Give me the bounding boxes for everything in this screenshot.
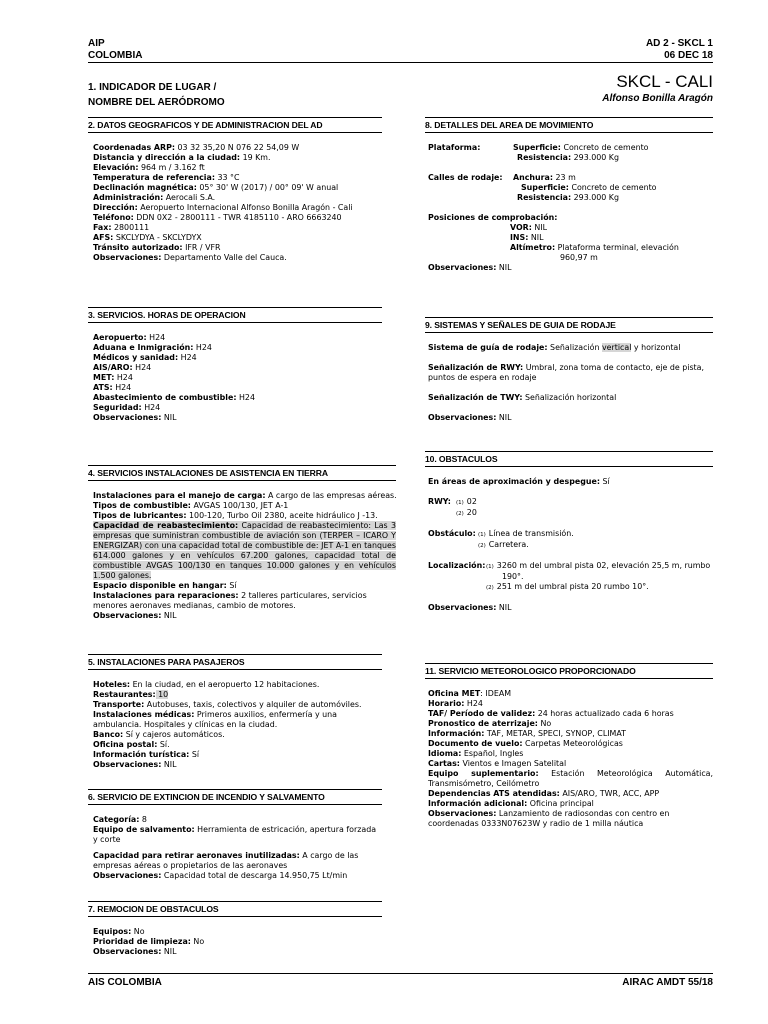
field-label: Observaciones: [93,253,162,262]
field-row [93,203,382,213]
field-row [93,333,382,343]
section-title: 5. INSTALACIONES PARA PASAJEROS [88,654,382,670]
field-value: H24 [193,343,212,352]
field-label: Aeropuerto: [93,333,147,342]
field-label: Observaciones: [93,413,162,422]
field-row [93,353,382,363]
field-row: Señalización de TWY: Señalización horizontal [428,393,617,402]
field-label: Distancia y dirección a la ciudad: [93,153,241,162]
field-row: Oficina MET: IDEAM [428,689,512,698]
field-value: IFR / VFR [182,243,221,252]
field-row: Categoría: 8 [93,815,147,824]
field-row: Instalaciones para el manejo de carga: A cargo de las empresas aéreas. [93,491,397,500]
location-block: Localización: (1) 3260 m del umbral pista 02, elevación 25,5 m, rumbo 190°. (2) 251 m del umbral pista 20 rumbo 10°. [428,561,711,591]
field-value: NIL [161,947,177,956]
field-value: Aeropuerto Internacional Alfonso Bonilla Aragón - Cali [137,203,353,212]
field-label: Fax: [93,223,112,232]
field-row [93,947,382,957]
field-row: Información turística: Sí [93,750,200,759]
obstacle-block: Obstáculo: (1) Línea de transmisión. (2) Carretera. [428,529,574,549]
aerodrome-code: SKCL - CALI [616,72,713,91]
field-label: Equipos: [93,927,132,936]
field-value: No [131,927,145,936]
field-row [93,213,382,223]
field-label: Observaciones: [93,947,162,956]
field-row [93,927,382,937]
field-value: 33 °C [214,173,240,182]
field-row: Documento de vuelo: Carpetas Meteorológicas [428,739,623,748]
section-6-fire-rescue [88,789,382,881]
section-body [425,133,713,273]
section-body [425,679,713,829]
section-title: 8. DETALLES DEL AREA DE MOVIMIENTO [425,117,713,133]
field-row: Observaciones: Lanzamiento de radiosondas con centro en coordenadas 0333N07623W y radio de 1 milla náutica [428,809,670,828]
field-row: En áreas de aproximación y despegue: Sí [428,477,610,486]
field-row: Idioma: Español, Ingles [428,749,524,758]
field-row: Sistema de guía de rodaje: Señalización vertical y horizontal [428,343,681,352]
field-value: 05° 30' W (2017) / 00° 09' W anual [196,183,339,192]
field-label: Dirección: [93,203,138,212]
field-row: Equipo de salvamento: Herramienta de estricación, apertura forzada y corte [93,825,377,844]
field-row [93,233,382,243]
field-value: H24 [178,353,197,362]
field-row: Observaciones: NIL [93,760,177,769]
footer-divider [88,973,713,974]
section-title: 9. SISTEMAS Y SEÑALES DE GUIA DE RODAJE [425,317,713,333]
field-row [93,393,382,403]
field-value: DDN 0X2 - 2800111 - TWR 4185110 - ARO 6663240 [133,213,342,222]
taxiway-block: Calles de rodaje: Anchura: 23 m Superficie: Concreto de cemento Resistencia: 293.000 Kg [428,173,657,202]
field-label: Teléfono: [93,213,134,222]
field-row: Observaciones: NIL [428,263,512,272]
field-row: Pronostico de aterrizaje: No [428,719,552,728]
section-title: 3. SERVICIOS. HORAS DE OPERACION [88,307,382,323]
field-value: H24 [114,373,133,382]
footer-publisher: AIS COLOMBIA [88,977,162,988]
header-page-id: AD 2 - SKCL 1 [645,38,713,49]
section-body [88,133,382,263]
field-label: MET: [93,373,115,382]
field-row: Observaciones: NIL [428,603,512,612]
section-title: 7. REMOCION DE OBSTACULOS [88,901,382,917]
field-row [93,363,382,373]
field-row: Cartas: Vientos e Imagen Satelital [428,759,567,768]
section-body [88,481,396,621]
field-row: Tipos de combustible: AVGAS 100/130, JET A-1 [93,501,289,510]
checkpoints-block: Posiciones de comprobación: VOR: NIL INS: NIL Altímetro: Plataforma terminal, elevación 960,97 m [428,213,679,262]
field-row [93,173,382,183]
field-row: Banco: Sí y cajeros automáticos. [93,730,225,739]
header-divider [88,62,713,63]
field-row [93,413,382,423]
field-row: Hoteles: En la ciudad, en el aeropuerto 12 habitaciones. [93,680,320,689]
field-row: Señalización de RWY: Umbral, zona toma de contacto, eje de pista, puntos de espera en rodaje [428,363,704,382]
field-label: AIS/ARO: [93,363,133,372]
section-body [88,805,382,881]
section-2-geographic-data [88,117,382,263]
field-row: Tipos de lubricantes: 100-120, Turbo Oil 2380, aceite hidráulico J -13. [93,511,378,520]
field-row [93,253,382,263]
field-row: Observaciones: NIL [93,611,177,620]
section-title: 6. SERVICIO DE EXTINCION DE INCENDIO Y SALVAMENTO [88,789,382,805]
field-label: ATS: [93,383,113,392]
section-11-meteorological [425,663,713,829]
field-row: Horario: H24 [428,699,483,708]
section-body [425,467,713,613]
field-label: Seguridad: [93,403,142,412]
field-value: NIL [161,413,177,422]
field-label: Coordenadas ARP: [93,143,176,152]
header-country: COLOMBIA [88,50,143,61]
field-label: Declinación magnética: [93,183,197,192]
aerodrome-full-name: Alfonso Bonilla Aragón [602,93,713,104]
rwy-block: RWY: (1) 02 (2) 20 [428,497,477,517]
field-row: Espacio disponible en hangar: Sí [93,581,237,590]
field-value: 2800111 [111,223,150,232]
field-row: Transporte: Autobuses, taxis, colectivos y alquiler de automóviles. [93,700,362,709]
section-body [425,333,713,423]
header-date: 06 DEC 18 [664,50,713,61]
section-10-obstacles [425,451,713,613]
section-title: 2. DATOS GEOGRAFICOS Y DE ADMINISTRACION DEL AD [88,117,382,133]
field-row: Capacidad para retirar aeronaves inutilizadas: A cargo de las empresas aéreas o propietarios de las aeronaves [93,851,359,870]
field-label: Aduana e Inmigración: [93,343,194,352]
section-4-ground-services [88,465,396,621]
field-value: 19 Km. [240,153,271,162]
field-row: Restaurantes: 10 [93,690,169,699]
field-row: Información: TAF, METAR, SPECI, SYNOP, CLIMAT [428,729,626,738]
field-row: TAF/ Período de validez: 24 horas actualizado cada 6 horas [428,709,674,718]
field-row: Dependencias ATS atendidas: AIS/ARO, TWR, ACC, APP [428,789,660,798]
field-value: 964 m / 3.162 ft [138,163,205,172]
field-value: Departamento Valle del Cauca. [161,253,287,262]
section-3-operating-hours [88,307,382,423]
apron-block: Plataforma: Superficie: Concreto de cemento Resistencia: 293.000 Kg [428,143,649,162]
field-row [93,373,382,383]
field-label: AFS: [93,233,114,242]
field-row: Información adicional: Oficina principal [428,799,594,808]
field-value: H24 [236,393,255,402]
indicator-title-line1: 1. INDICADOR DE LUGAR / [88,82,217,93]
field-value: Aerocali S.A. [163,193,216,202]
field-label: Prioridad de limpieza: [93,937,191,946]
field-row [93,193,382,203]
section-8-movement-area [425,117,713,273]
field-row [93,223,382,233]
section-title: 4. SERVICIOS INSTALACIONES DE ASISTENCIA EN TIERRA [88,465,396,481]
field-value: SKCLYDYA - SKCLYDYX [113,233,202,242]
field-label: Elevación: [93,163,139,172]
indicator-title-line2: NOMBRE DEL AERÓDROMO [88,97,225,108]
indicator-title [88,80,225,110]
section-5-passenger-facilities [88,654,382,770]
field-value: H24 [146,333,166,342]
field-value: No [190,937,205,946]
field-label: Tránsito autorizado: [93,243,183,252]
field-row [93,163,382,173]
section-body [88,323,382,423]
field-row: Observaciones: Capacidad total de descarga 14.950,75 Lt/min [93,871,348,880]
field-row [93,183,382,193]
page-header-right [646,38,713,62]
header-aip: AIP [88,38,105,49]
page-header-left [88,38,142,62]
field-row [93,143,382,153]
section-body [88,670,382,770]
aerodrome-name [602,72,713,106]
field-label: Temperatura de referencia: [93,173,215,182]
field-row: Instalaciones médicas: Primeros auxilios, enfermería y una ambulancia. Hospitales y clínicas en la ciudad. [93,710,337,729]
field-value: H24 [141,403,161,412]
field-label: Administración: [93,193,164,202]
field-value: H24 [132,363,152,372]
field-label: Médicos y sanidad: [93,353,179,362]
field-row [93,403,382,413]
field-row: Observaciones: NIL [428,413,512,422]
field-label: Abastecimiento de combustible: [93,393,237,402]
field-value: 03 32 35,20 N 076 22 54,09 W [175,143,300,152]
section-body [88,917,382,957]
field-row: Instalaciones para reparaciones: 2 talleres particulares, servicios menores aeronaves medianas, cambio de motores. [93,591,367,610]
field-row [93,383,382,393]
section-7-obstacle-removal [88,901,382,957]
field-row [93,343,382,353]
field-row: Oficina postal: Sí. [93,740,170,749]
section-9-taxi-guidance [425,317,713,423]
field-row [93,937,382,947]
field-row [93,243,382,253]
field-row-refuel: Capacidad de reabastecimiento: Capacidad de reabastecimiento: Las 3 empresas que suministran combustible de aviación son (TERPER – ICARO Y ENERGIZAR) con una capacidad total de combustible de: JET A-1 en tanques 614.000 galones y en vehículos 67.200 galones, capacidad total de combustible AVGAS 100/130 en tanques 10.000 galones y en vehículos 1.500 galones. [93,521,396,580]
field-value: H24 [112,383,132,392]
section-title: 11. SERVICIO METEOROLOGICO PROPORCIONADO [425,663,713,679]
footer-amendment: AIRAC AMDT 55/18 [622,977,713,988]
section-title: 10. OBSTACULOS [425,451,713,467]
field-row: Equipo suplementario: Estación Meteorológica Automática, Transmisómetro, Ceilómetro [428,769,714,788]
field-row [93,153,382,163]
